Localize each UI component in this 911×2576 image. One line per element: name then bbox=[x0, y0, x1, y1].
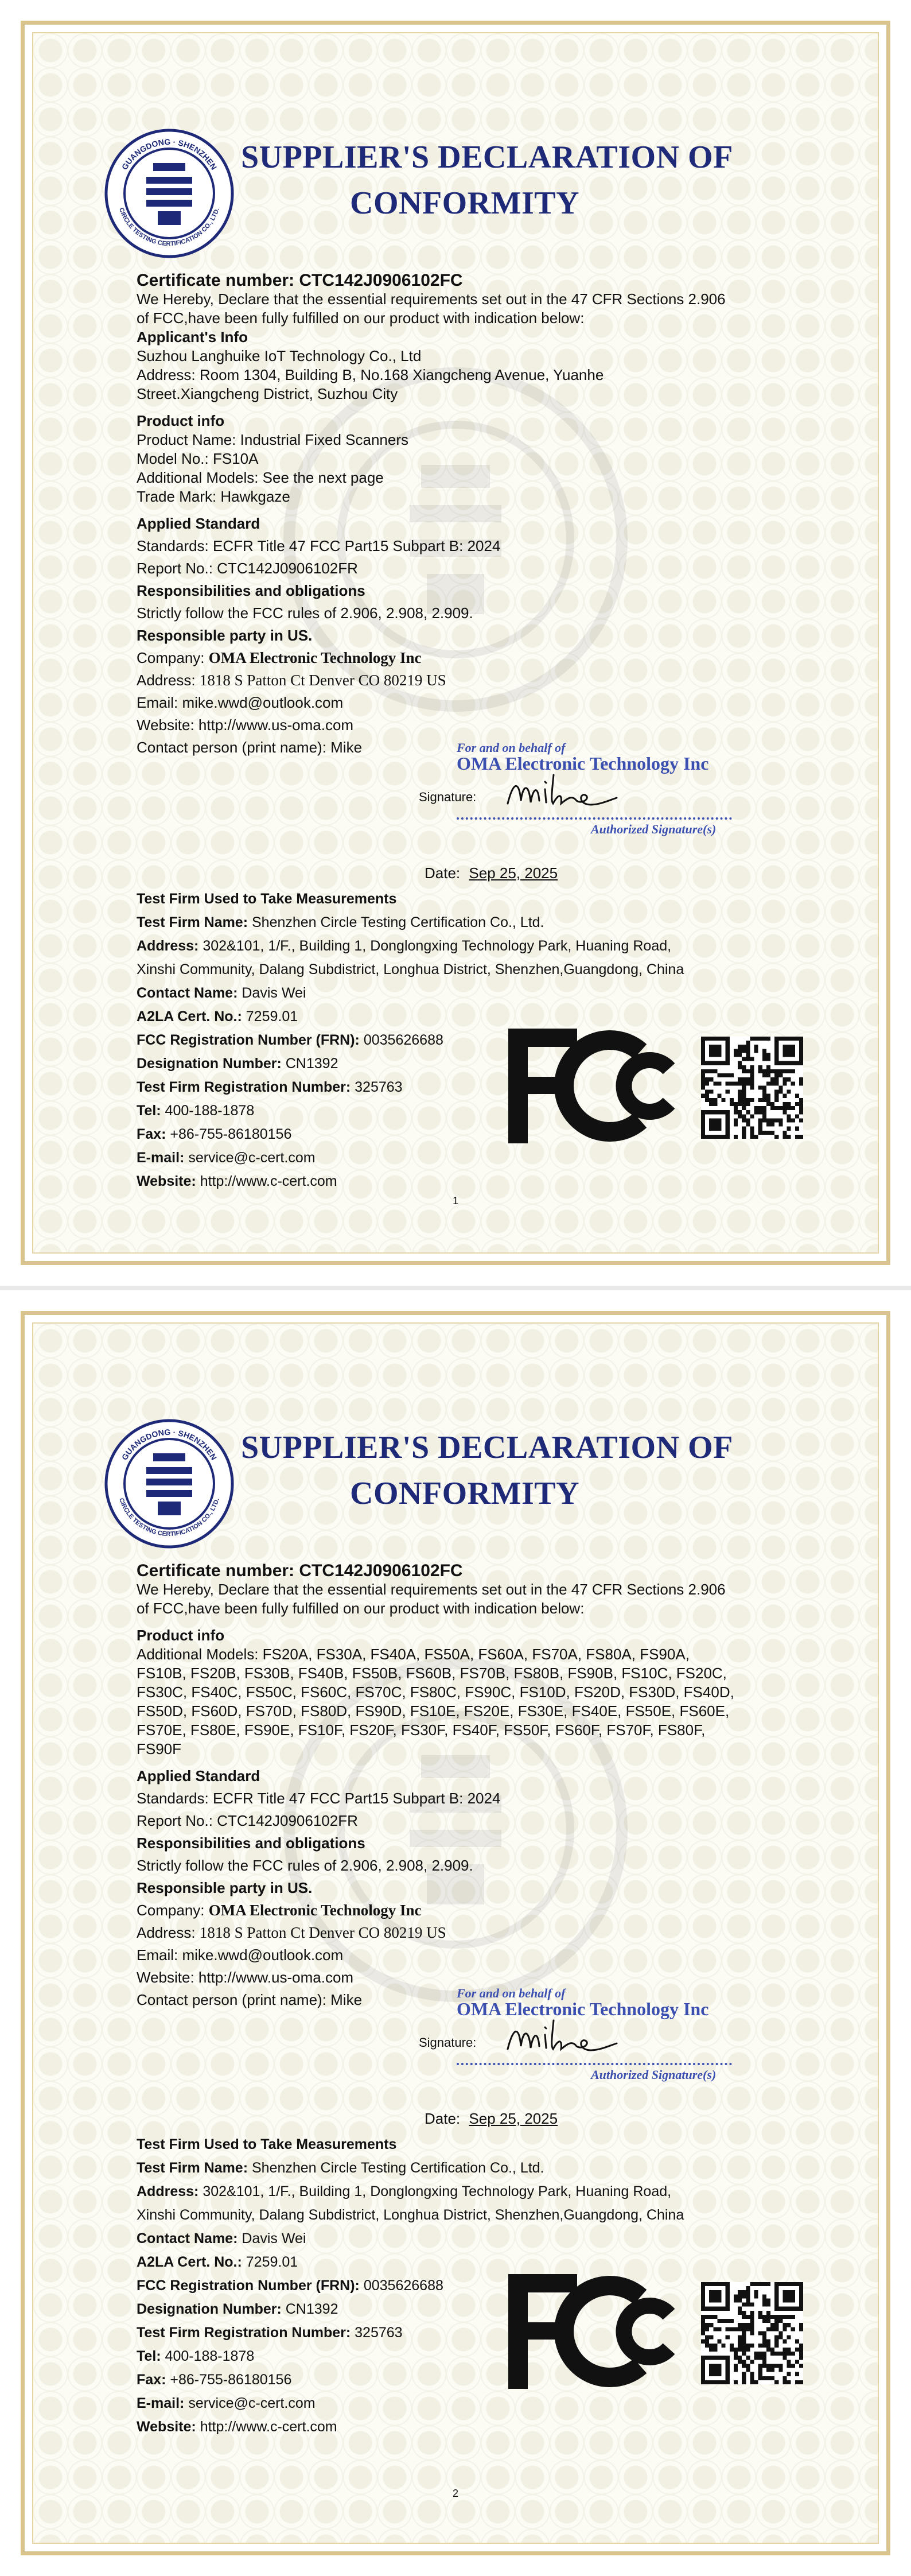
svg-text:CIRCLE TESTING CERTIFICATION C: CIRCLE TESTING CERTIFICATION CO., LTD. bbox=[118, 207, 221, 248]
document-title-line1: SUPPLIER'S DECLARATION OF bbox=[241, 139, 733, 175]
signature-company: OMA Electronic Technology Inc bbox=[457, 1999, 709, 2019]
declaration-text-line1: We Hereby, Declare that the essential requirements set out in the 47 CFR Sections 2.906 bbox=[137, 1581, 726, 1598]
test-firm-heading: Test Firm Used to Take Measurements bbox=[137, 891, 397, 907]
additional-models-line: FS70E, FS80E, FS90E, FS10F, FS20F, FS30F, FS40F, FS50F, FS60F, FS70F, FS80F, bbox=[137, 1721, 706, 1739]
responsible-email: Email: mike.wwd@outlook.com bbox=[137, 1946, 344, 1964]
signature-line bbox=[457, 2063, 732, 2065]
signature-on-behalf: For and on behalf of bbox=[457, 1986, 566, 2000]
product-heading: Product info bbox=[137, 1627, 225, 1644]
responsible-website: Website: http://www.us-oma.com bbox=[137, 716, 354, 734]
certificate-page-2 bbox=[0, 1290, 911, 2576]
contact-person: Contact person (print name): Mike bbox=[137, 1991, 363, 2008]
responsibilities-text: Strictly follow the FCC rules of 2.906, 2.908, 2.909. bbox=[137, 1857, 473, 1874]
responsible-company: Company: OMA Electronic Technology Inc bbox=[137, 1902, 422, 1919]
handwritten-signature-icon bbox=[505, 769, 620, 815]
responsible-website: Website: http://www.us-oma.com bbox=[137, 1969, 354, 1986]
product-name: Product Name: Industrial Fixed Scanners bbox=[137, 431, 408, 448]
standards: Standards: ECFR Title 47 FCC Part15 Subpart B: 2024 bbox=[137, 1790, 501, 1807]
responsible-address: Address: 1818 S Patton Ct Denver CO 80219 US bbox=[137, 672, 446, 689]
product-heading: Product info bbox=[137, 412, 225, 429]
responsible-email: Email: mike.wwd@outlook.com bbox=[137, 694, 344, 711]
responsible-company: Company: OMA Electronic Technology Inc bbox=[137, 649, 422, 666]
test-firm-address-line1: Address: 302&101, 1/F., Building 1, Donglongxing Technology Park, Huaning Road, bbox=[137, 2183, 672, 2199]
authorized-signature-label: Authorized Signature(s) bbox=[591, 2067, 717, 2082]
a2la-cert: A2LA Cert. No.: 7259.01 bbox=[137, 2254, 298, 2270]
firm-email: E-mail: service@c-cert.com bbox=[137, 2395, 316, 2411]
test-firm-registration: Test Firm Registration Number: 325763 bbox=[137, 1079, 403, 1095]
document-title-line1: SUPPLIER'S DECLARATION OF bbox=[241, 1430, 733, 1465]
firm-email: E-mail: service@c-cert.com bbox=[137, 1150, 316, 1166]
additional-models-line: FS50D, FS60D, FS70D, FS80D, FS90D, FS10E, FS20E, FS30E, FS40E, FS50E, FS60E, bbox=[137, 1702, 730, 1720]
page-number: 2 bbox=[452, 2488, 458, 2499]
tel: Tel: 400-188-1878 bbox=[137, 2348, 255, 2364]
page-number: 1 bbox=[452, 1195, 458, 1206]
fcc-logo-icon bbox=[508, 2274, 675, 2389]
test-firm-name: Test Firm Name: Shenzhen Circle Testing Certification Co., Ltd. bbox=[137, 914, 544, 930]
contact-name: Contact Name: Davis Wei bbox=[137, 985, 306, 1001]
test-firm-address-line2: Xinshi Community, Dalang Subdistrict, Longhua District, Shenzhen,Guangdong, China bbox=[137, 2207, 684, 2223]
svg-text:CIRCLE TESTING CERTIFICATION C: CIRCLE TESTING CERTIFICATION CO., LTD. bbox=[118, 1497, 221, 1538]
applied-standard-heading: Applied Standard bbox=[137, 1767, 260, 1784]
contact-name: Contact Name: Davis Wei bbox=[137, 2230, 306, 2247]
test-firm-address-line1: Address: 302&101, 1/F., Building 1, Donglongxing Technology Park, Huaning Road, bbox=[137, 938, 672, 954]
trade-mark: Trade Mark: Hawkgaze bbox=[137, 488, 290, 505]
responsibilities-text: Strictly follow the FCC rules of 2.906, 2.908, 2.909. bbox=[137, 604, 473, 622]
date-label: Date: bbox=[425, 864, 461, 882]
signature-block bbox=[419, 1986, 740, 2084]
company-seal-icon bbox=[103, 127, 235, 259]
handwritten-signature-icon bbox=[505, 2015, 620, 2061]
frn-number: FCC Registration Number (FRN): 0035626688 bbox=[137, 1032, 443, 1048]
date-value: Sep 25, 2025 bbox=[469, 864, 558, 882]
test-firm-section bbox=[137, 887, 773, 1193]
designation-number: Designation Number: CN1392 bbox=[137, 1056, 338, 1072]
test-firm-name: Test Firm Name: Shenzhen Circle Testing Certification Co., Ltd. bbox=[137, 2160, 544, 2176]
responsible-address: Address: 1818 S Patton Ct Denver CO 80219 US bbox=[137, 1924, 446, 1941]
fax: Fax: +86-755-86180156 bbox=[137, 1126, 292, 1142]
responsible-party-heading: Responsible party in US. bbox=[137, 1879, 313, 1896]
signature-label: Signature: bbox=[419, 790, 477, 804]
test-firm-address-line2: Xinshi Community, Dalang Subdistrict, Longhua District, Shenzhen,Guangdong, China bbox=[137, 961, 684, 977]
fax: Fax: +86-755-86180156 bbox=[137, 2372, 292, 2388]
tel: Tel: 400-188-1878 bbox=[137, 1103, 255, 1119]
additional-models-line: FS30C, FS40C, FS50C, FS60C, FS70C, FS80C, FS90C, FS10D, FS20D, FS30D, FS40D, bbox=[137, 1683, 734, 1701]
additional-models: Additional Models: See the next page bbox=[137, 469, 384, 486]
applied-standard-heading: Applied Standard bbox=[137, 515, 260, 532]
test-firm-registration: Test Firm Registration Number: 325763 bbox=[137, 2325, 403, 2341]
date-line bbox=[425, 2110, 558, 2128]
applicant-name: Suzhou Langhuike IoT Technology Co., Ltd bbox=[137, 347, 422, 364]
svg-text:GUANGDONG · SHENZHEN: GUANGDONG · SHENZHEN bbox=[119, 1427, 219, 1462]
certificate-number: Certificate number: CTC142J0906102FC bbox=[137, 1561, 463, 1580]
test-firm-section bbox=[137, 2133, 773, 2439]
certificate-page-1 bbox=[0, 0, 911, 1286]
signature-company: OMA Electronic Technology Inc bbox=[457, 753, 709, 774]
responsibilities-heading: Responsibilities and obligations bbox=[137, 582, 365, 599]
report-number: Report No.: CTC142J0906102FR bbox=[137, 1812, 358, 1829]
frn-number: FCC Registration Number (FRN): 0035626688 bbox=[137, 2278, 443, 2294]
signature-block bbox=[419, 740, 740, 838]
authorized-signature-label: Authorized Signature(s) bbox=[591, 822, 717, 836]
contact-person: Contact person (print name): Mike bbox=[137, 739, 363, 756]
model-number: Model No.: FS10A bbox=[137, 450, 259, 467]
date-label: Date: bbox=[425, 2110, 461, 2127]
declaration-body bbox=[137, 271, 773, 757]
company-seal-icon bbox=[103, 1418, 235, 1550]
applicant-address-line2: Street.Xiangcheng District, Suzhou City bbox=[137, 385, 398, 402]
standards: Standards: ECFR Title 47 FCC Part15 Subpart B: 2024 bbox=[137, 537, 501, 554]
test-firm-heading: Test Firm Used to Take Measurements bbox=[137, 2136, 397, 2152]
declaration-body bbox=[137, 1561, 773, 2009]
date-value: Sep 25, 2025 bbox=[469, 2110, 558, 2127]
designation-number: Designation Number: CN1392 bbox=[137, 2301, 338, 2317]
declaration-text-line2: of FCC,have been fully fulfilled on our product with indication below: bbox=[137, 309, 585, 327]
document-title-line2: CONFORMITY bbox=[350, 185, 580, 221]
declaration-text-line1: We Hereby, Declare that the essential requirements set out in the 47 CFR Sections 2.906 bbox=[137, 290, 726, 308]
signature-label: Signature: bbox=[419, 2035, 477, 2050]
responsible-party-heading: Responsible party in US. bbox=[137, 627, 313, 644]
responsibilities-heading: Responsibilities and obligations bbox=[137, 1834, 365, 1852]
document-title-line2: CONFORMITY bbox=[350, 1476, 580, 1511]
additional-models-line: Additional Models: FS20A, FS30A, FS40A, FS50A, FS60A, FS70A, FS80A, FS90A, bbox=[137, 1646, 690, 1663]
firm-website: Website: http://www.c-cert.com bbox=[137, 1173, 337, 1189]
qr-code-icon bbox=[701, 1037, 803, 1139]
report-number: Report No.: CTC142J0906102FR bbox=[137, 560, 358, 577]
signature-line bbox=[457, 817, 732, 820]
qr-code-icon bbox=[701, 2282, 803, 2384]
a2la-cert: A2LA Cert. No.: 7259.01 bbox=[137, 1008, 298, 1025]
svg-text:GUANGDONG · SHENZHEN: GUANGDONG · SHENZHEN bbox=[119, 137, 219, 172]
fcc-logo-icon bbox=[508, 1029, 675, 1143]
additional-models-line: FS10B, FS20B, FS30B, FS40B, FS50B, FS60B, FS70B, FS80B, FS90B, FS10C, FS20C, bbox=[137, 1665, 727, 1682]
applicant-address-line1: Address: Room 1304, Building B, No.168 Xiangcheng Avenue, Yuanhe bbox=[137, 366, 604, 383]
certificate-number: Certificate number: CTC142J0906102FC bbox=[137, 271, 463, 290]
firm-website: Website: http://www.c-cert.com bbox=[137, 2419, 337, 2435]
signature-on-behalf: For and on behalf of bbox=[457, 740, 566, 755]
additional-models-line: FS90F bbox=[137, 1740, 182, 1758]
applicant-heading: Applicant's Info bbox=[137, 328, 248, 346]
date-line bbox=[425, 864, 558, 882]
declaration-text-line2: of FCC,have been fully fulfilled on our product with indication below: bbox=[137, 1600, 585, 1617]
